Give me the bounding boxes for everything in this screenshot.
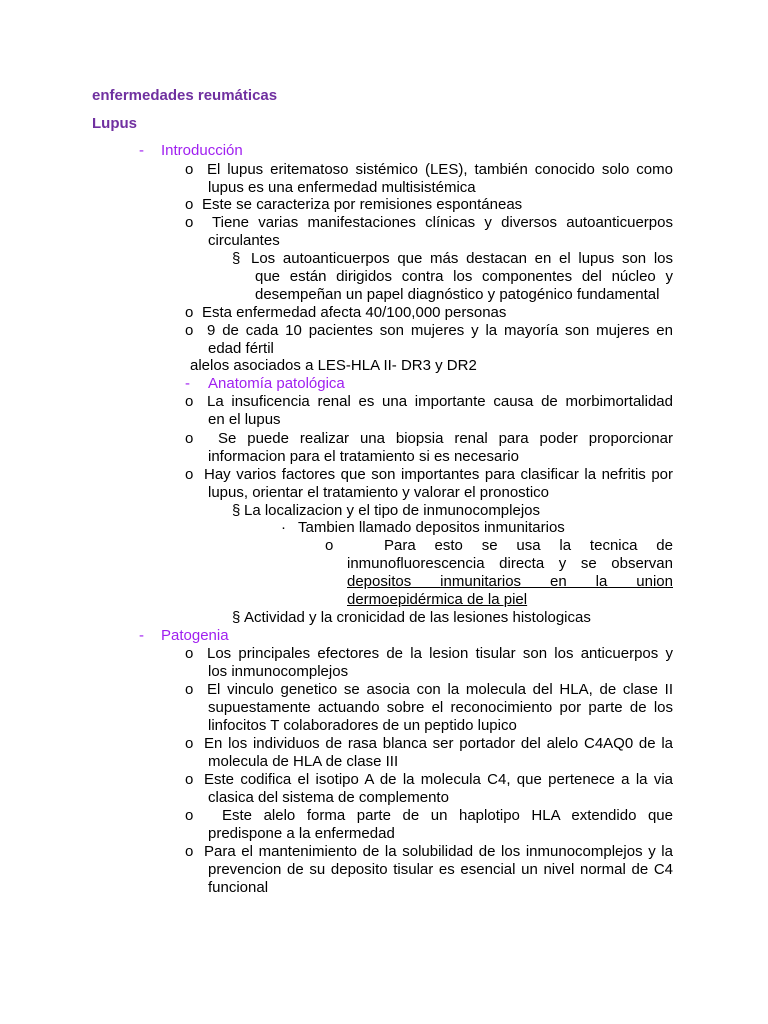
patogenia-bullet-2-line-3: linfocitos T colaboradores de un peptido lupico [208, 717, 517, 734]
intro-bullet-1-line-1: El lupus eritematoso sistémico (LES), también conocido solo como [207, 161, 673, 178]
section-heading-patogenia: Patogenia [161, 627, 229, 644]
bullet-circle-marker: o [185, 735, 194, 752]
document-subtitle: Lupus [92, 115, 137, 132]
bullet-circle-marker: o [185, 322, 194, 339]
patogenia-bullet-6-line-1: Para el mantenimiento de la solubilidad de los inmunocomplejos y la [204, 843, 673, 860]
patogenia-bullet-1-line-1: Los principales efectores de la lesion tisular son los anticuerpos y [207, 645, 673, 662]
intro-bullet-2: Este se caracteriza por remisiones espontáneas [202, 196, 523, 213]
patogenia-bullet-2-line-1: El vinculo genetico se asocia con la molecula del HLA, de clase II [207, 681, 673, 698]
bullet-circle-marker: o [185, 843, 194, 860]
bullet-circle-marker: o [185, 466, 194, 483]
intro-bullet-3-line-2: circulantes [208, 232, 280, 249]
intro-bullet-4: Esta enfermedad afecta 40/100,000 personas [202, 304, 507, 321]
section-heading-anatomia-patologica: Anatomía patológica [208, 375, 345, 392]
document-title: enfermedades reumáticas [92, 87, 278, 104]
bullet-circle-marker: o [185, 645, 194, 662]
dot-marker: · [281, 519, 286, 536]
intro-bullet-3-line-1: Tiene varias manifestaciones clínicas y diversos autoanticuerpos [212, 214, 673, 231]
section-sign-marker: § [232, 609, 241, 626]
patogenia-bullet-1-line-2: los inmunocomplejos [208, 663, 349, 680]
bullet-circle-marker: o [185, 161, 194, 178]
intro-alelos-line: alelos asociados a LES-HLA II- DR3 y DR2 [190, 357, 477, 374]
patogenia-bullet-6-line-3: funcional [208, 879, 269, 896]
section-dash-marker: - [139, 142, 144, 159]
anatomia-bullet-2-line-1: Se puede realizar una biopsia renal para poder proporcionar [218, 430, 673, 447]
section-sign-marker: § [232, 502, 241, 519]
intro-subbullet-line-3: desempeñan un papel diagnóstico y patogénico fundamental [255, 286, 660, 303]
bullet-circle-marker: o [185, 681, 194, 698]
section-heading-introduccion: Introducción [161, 142, 243, 159]
bullet-circle-marker: o [185, 214, 194, 231]
bullet-circle-marker: o [185, 430, 194, 447]
bullet-circle-marker: o [185, 771, 194, 788]
patogenia-bullet-3-line-1: En los individuos de rasa blanca ser portador del alelo C4AQ0 de la [204, 735, 673, 752]
patogenia-bullet-4-line-1: Este codifica el isotipo A de la molecula C4, que pertenece a la via [204, 771, 673, 788]
intro-bullet-1-line-2: lupus es una enfermedad multisistémica [208, 179, 476, 196]
patogenia-bullet-5-line-1: Este alelo forma parte de un haplotipo HLA extendido que [222, 807, 673, 824]
anatomia-nested-line-3: depositos inmunitarios en la union [347, 573, 673, 590]
anatomia-bullet-1-line-1: La insuficencia renal es una importante causa de morbimortalidad [207, 393, 673, 410]
anatomia-nested-line-2: inmunofluorescencia directa y se observan [347, 555, 673, 572]
anatomia-nested-line-1: Para esto se usa la tecnica de [384, 537, 673, 554]
anatomia-subbullet-1: La localizacion y el tipo de inmunocomplejos [244, 502, 541, 519]
anatomia-bullet-1-line-2: en el lupus [208, 411, 281, 428]
section-dash-marker: - [139, 627, 144, 644]
intro-bullet-5-line-2: edad fértil [208, 340, 274, 357]
intro-bullet-5-line-1: 9 de cada 10 pacientes son mujeres y la mayoría son mujeres en [207, 322, 673, 339]
section-dash-marker: - [185, 375, 190, 392]
anatomia-bullet-2-line-2: informacion para el tratamiento si es necesario [208, 448, 519, 465]
bullet-circle-marker: o [325, 537, 334, 554]
patogenia-bullet-2-line-2: supuestamente actuando sobre el reconocimiento por parte de los [208, 699, 673, 716]
bullet-circle-marker: o [185, 304, 194, 321]
section-sign-marker: § [232, 250, 241, 267]
anatomia-dot-item: Tambien llamado depositos inmunitarios [298, 519, 565, 536]
anatomia-bullet-3-line-1: Hay varios factores que son importantes para clasificar la nefritis por [204, 466, 673, 483]
intro-subbullet-line-2: que están dirigidos contra los componentes del núcleo y [255, 268, 673, 285]
patogenia-bullet-3-line-2: molecula de HLA de clase III [208, 753, 399, 770]
intro-subbullet-line-1: Los autoanticuerpos que más destacan en el lupus son los [251, 250, 673, 267]
anatomia-subbullet-2: Actividad y la cronicidad de las lesiones histologicas [244, 609, 591, 626]
bullet-circle-marker: o [185, 807, 194, 824]
anatomia-bullet-3-line-2: lupus, orientar el tratamiento y valorar el pronostico [208, 484, 550, 501]
anatomia-nested-line-4: dermoepidérmica de la piel [347, 591, 528, 608]
patogenia-bullet-6-line-2: prevencion de su deposito tisular es esencial un nivel normal de C4 [208, 861, 673, 878]
patogenia-bullet-5-line-2: predispone a la enfermedad [208, 825, 395, 842]
bullet-circle-marker: o [185, 393, 194, 410]
patogenia-bullet-4-line-2: clasica del sistema de complemento [208, 789, 449, 806]
bullet-circle-marker: o [185, 196, 194, 213]
